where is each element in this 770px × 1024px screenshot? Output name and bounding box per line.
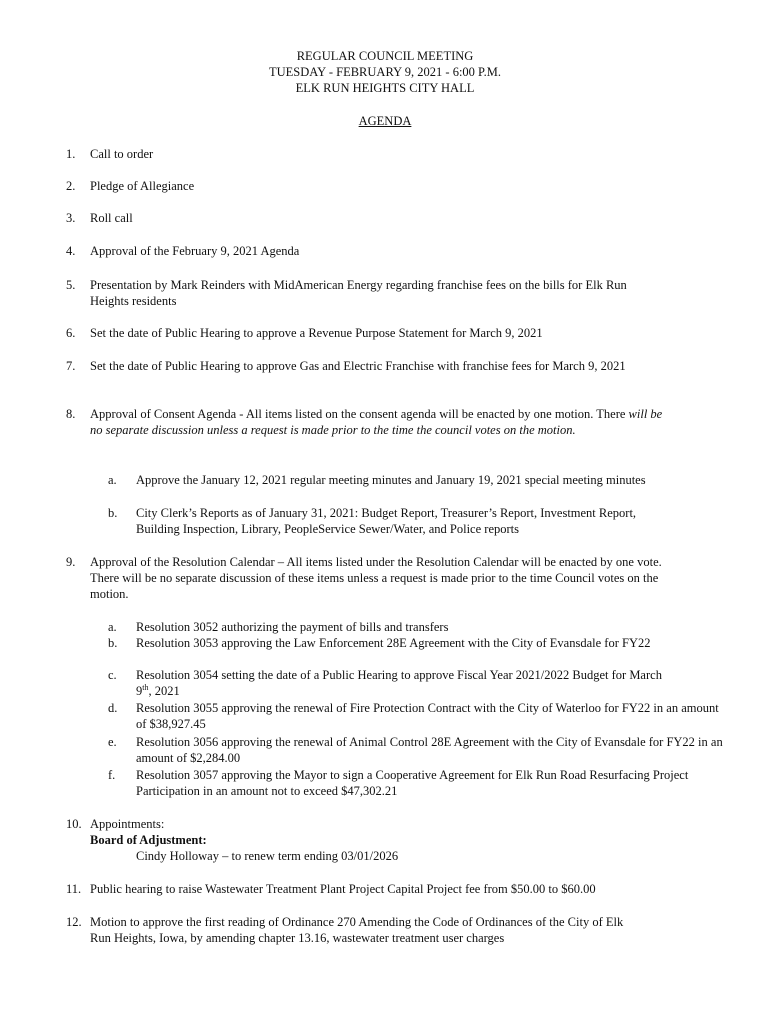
agenda-item <box>66 243 726 259</box>
agenda-item <box>66 178 726 194</box>
agenda-title: AGENDA <box>358 114 412 128</box>
item-text: Pledge of Allegiance <box>90 179 195 193</box>
item-text: Call to order <box>90 147 154 161</box>
sub-item-text-before: Resolution 3054 setting the date of a Public Hearing to approve Fiscal Year 2021/2022 Budget for March 9 <box>136 668 662 698</box>
agenda-item <box>66 277 666 309</box>
agenda-item <box>66 358 666 374</box>
item-text: Public hearing to raise Wastewater Treatment Plant Project Capital Project fee from $50.00 to $60.00 <box>90 882 596 896</box>
item-number: 7. <box>66 359 76 373</box>
sub-item-text: Resolution 3056 approving the renewal of Animal Control 28E Agreement with the City of Evansdale for FY22 in an amount of $2,284.00 <box>136 735 723 765</box>
sub-item-text: Resolution 3057 approving the Mayor to sign a Cooperative Agreement for Elk Run Road Resurfacing Project Participation in an amount not to exceed $47,302.21 <box>136 768 689 798</box>
resolution-item <box>108 667 668 699</box>
item-number: 1. <box>66 147 76 161</box>
meeting-date: TUESDAY - FEBRUARY 9, 2021 - 6:00 P.M. <box>269 65 501 79</box>
agenda-item <box>66 146 726 162</box>
item-text: Approval of the Resolution Calendar – All items listed under the Resolution Calendar will be enacted by one vote. There will be no separate discussion of these items unless a request is made prior to the time Council votes on the motion. <box>90 555 662 601</box>
item-number: 9. <box>66 555 76 569</box>
agenda-item <box>66 816 726 864</box>
item-text-italic: will be no separate discussion unless a request is made prior to the time the council votes on the motion. <box>90 407 663 437</box>
consent-item <box>108 472 648 488</box>
agenda-item <box>66 210 726 226</box>
item-text: Presentation by Mark Reinders with MidAmerican Energy regarding franchise fees on the bills for Elk Run Heights residents <box>90 278 627 308</box>
meeting-location: ELK RUN HEIGHTS CITY HALL <box>295 81 475 95</box>
sub-item-letter: d. <box>108 701 118 715</box>
sub-item-text: Resolution 3052 authorizing the payment of bills and transfers <box>136 620 449 634</box>
item-number: 2. <box>66 179 76 193</box>
item-text <box>90 406 674 438</box>
sub-item-text: Approve the January 12, 2021 regular meeting minutes and January 19, 2021 special meeting minutes <box>136 473 646 487</box>
consent-item <box>108 505 668 537</box>
item-number: 6. <box>66 326 76 340</box>
resolution-item <box>108 635 688 651</box>
resolution-item <box>108 734 728 766</box>
resolution-item <box>108 700 728 732</box>
sub-item-text-after: , 2021 <box>148 684 180 698</box>
sub-item-letter: f. <box>108 768 116 782</box>
sub-item-letter: e. <box>108 735 117 749</box>
sub-item-text: Resolution 3055 approving the renewal of Fire Protection Contract with the City of Waterloo for FY22 in an amount of $38,927.45 <box>136 701 719 731</box>
agenda-item <box>66 406 674 438</box>
resolution-item <box>108 619 728 635</box>
item-text: Approval of the February 9, 2021 Agenda <box>90 244 300 258</box>
agenda-item <box>66 325 726 341</box>
item-text: Motion to approve the first reading of Ordinance 270 Amending the Code of Ordinances of the City of Elk Run Heights, Iowa, by amending chapter 13.16, wastewater treatment user charges <box>90 915 624 945</box>
item-text: Roll call <box>90 211 133 225</box>
sub-item-letter: b. <box>108 506 118 520</box>
item-text: Set the date of Public Hearing to approve a Revenue Purpose Statement for March 9, 2021 <box>90 326 543 340</box>
item-number: 5. <box>66 278 76 292</box>
item-number: 11. <box>66 882 82 896</box>
agenda-item <box>66 881 726 897</box>
agenda-item <box>66 554 678 602</box>
item-number: 3. <box>66 211 76 225</box>
sub-item-text <box>136 667 668 699</box>
item-text-normal: Approval of Consent Agenda - All items listed on the consent agenda will be enacted by one motion. There <box>90 407 629 421</box>
item-number: 12. <box>66 915 82 929</box>
item-number: 10. <box>66 817 82 831</box>
sub-item-text: Resolution 3053 approving the Law Enforcement 28E Agreement with the City of Evansdale for FY22 <box>136 636 651 650</box>
sub-item-letter: c. <box>108 668 117 682</box>
meeting-header <box>0 48 770 96</box>
board-heading: Board of Adjustment: <box>90 833 207 847</box>
item-number: 4. <box>66 244 76 258</box>
item-number: 8. <box>66 407 76 421</box>
sub-item-letter: b. <box>108 636 118 650</box>
sub-item-text: City Clerk’s Reports as of January 31, 2021: Budget Report, Treasurer’s Report, Investment Report, Building Inspection, Library, PeopleService Sewer/Water, and Police reports <box>136 506 637 536</box>
sub-item-letter: a. <box>108 473 117 487</box>
resolution-item <box>108 767 718 799</box>
meeting-title: REGULAR COUNCIL MEETING <box>296 49 474 63</box>
item-text: Set the date of Public Hearing to approve Gas and Electric Franchise with franchise fees for March 9, 2021 <box>90 359 626 373</box>
agenda-item <box>66 914 646 946</box>
appointment-detail: Cindy Holloway – to renew term ending 03/01/2026 <box>136 849 399 863</box>
item-text: Appointments: <box>90 817 165 831</box>
ordinal-suffix: th <box>142 682 149 692</box>
sub-item-letter: a. <box>108 620 117 634</box>
